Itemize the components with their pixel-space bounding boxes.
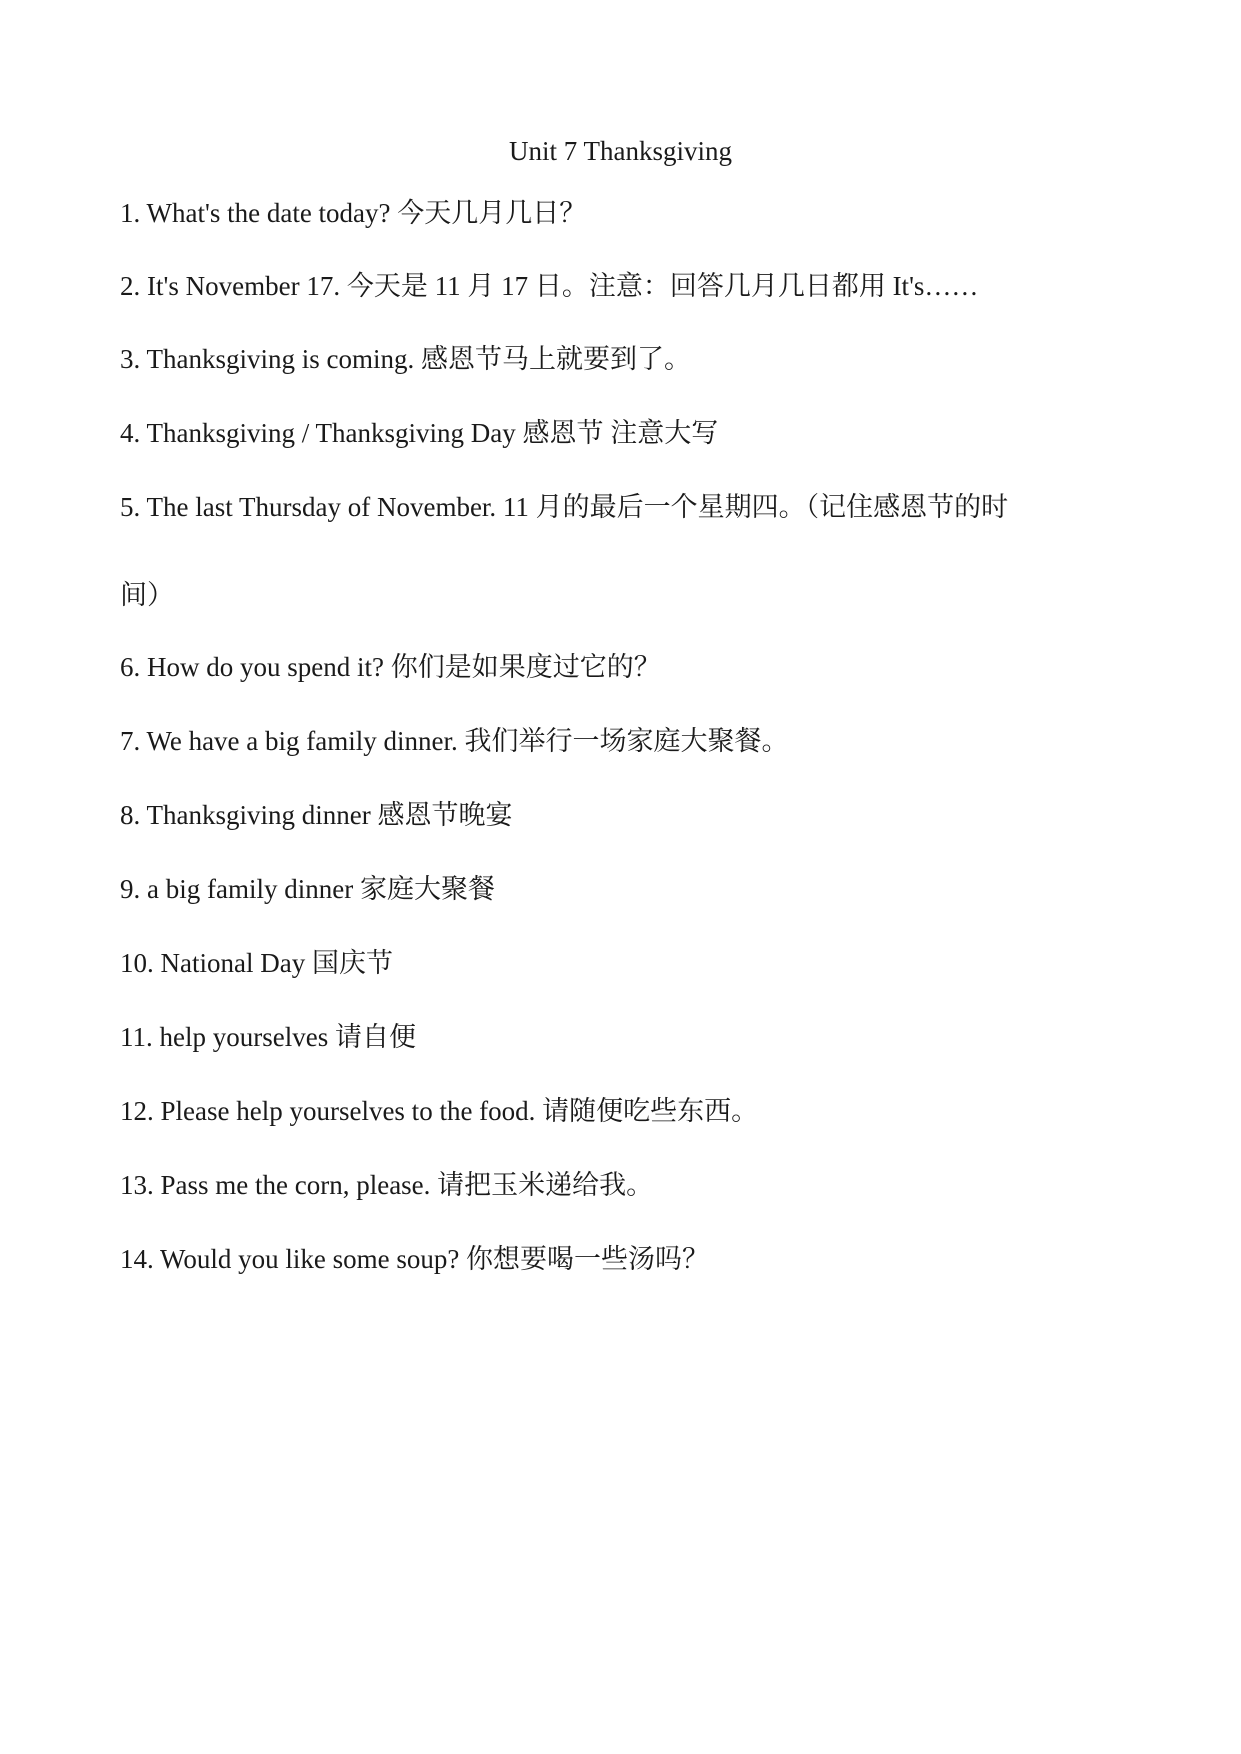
vocab-item-3: 3. Thanksgiving is coming. 感恩节马上就要到了。 [120, 344, 691, 374]
vocab-item-4: 4. Thanksgiving / Thanksgiving Day 感恩节 注意大写 [120, 418, 719, 448]
vocab-item-8: 8. Thanksgiving dinner 感恩节晚宴 [120, 800, 513, 830]
vocab-item-9: 9. a big family dinner 家庭大聚餐 [120, 874, 495, 904]
vocab-item-10: 10. National Day 国庆节 [120, 948, 393, 978]
vocab-item-5-line-1: 5. The last Thursday of November. 11 月的最后一个星期四。（记住感恩节的时 [120, 492, 1009, 522]
vocab-item-12: 12. Please help yourselves to the food. 请随便吃些东西。 [120, 1096, 759, 1126]
vocab-item-2: 2. It's November 17. 今天是 11 月 17 日。注意：回答几月几日都用 It's…… [120, 271, 979, 301]
vocab-item-13: 13. Pass me the corn, please. 请把玉米递给我。 [120, 1170, 654, 1200]
vocab-item-5 [120, 490, 1130, 612]
vocab-item-1: 1. What's the date today? 今天几月几日？ [120, 198, 587, 228]
document-title: Unit 7 Thanksgiving [508, 136, 732, 166]
vocab-item-14: 14. Would you like some soup? 你想要喝一些汤吗？ [120, 1244, 710, 1274]
vocab-item-5-line-2: 间） [120, 580, 174, 610]
vocab-item-7: 7. We have a big family dinner. 我们举行一场家庭大聚餐。 [120, 726, 789, 756]
vocab-item-6: 6. How do you spend it? 你们是如果度过它的？ [120, 652, 661, 682]
vocab-item-11: 11. help yourselves 请自便 [120, 1022, 416, 1052]
